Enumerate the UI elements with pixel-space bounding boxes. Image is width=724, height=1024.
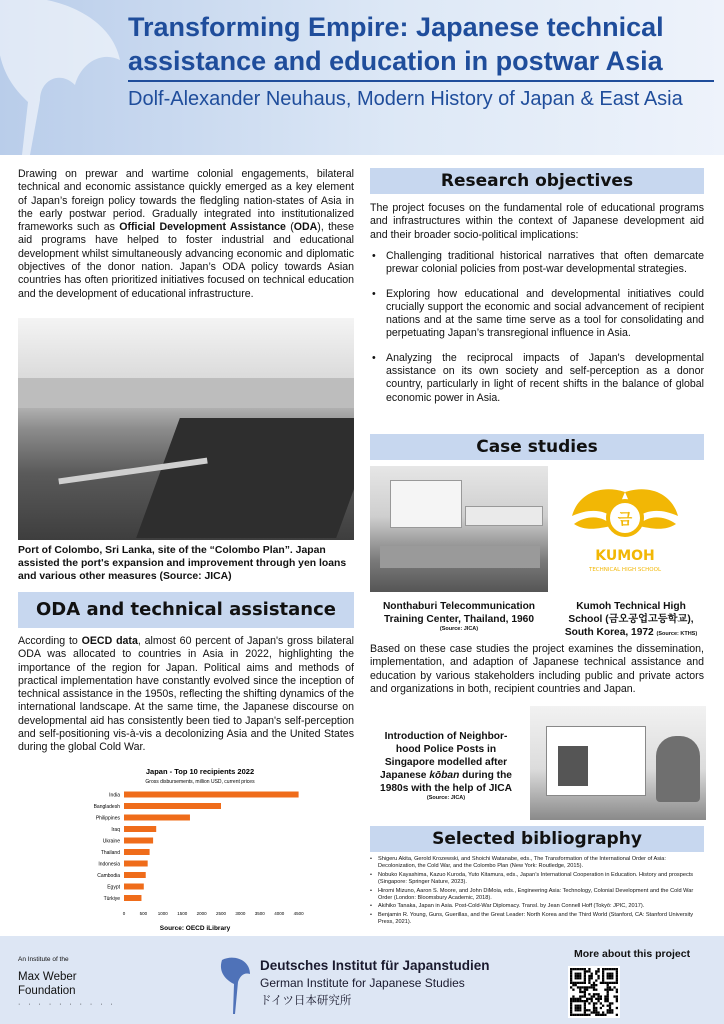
kumoh-caption — [558, 600, 704, 641]
chart-subtitle: Gross disbursements, million USD, current prices — [145, 779, 255, 785]
oda-paragraph — [18, 635, 354, 755]
case-studies-text: Based on these case studies the project examines the dissemination, implementation, and adaption of Japanese technical assistance and education by various stakeholders including public and private actors and organizations in both, recipient countries and Japan. — [370, 643, 704, 695]
poster-footer — [0, 936, 724, 1024]
intro-text-a: Drawing on prewar and wartime colonial engagements, bilateral technical and economic assistance quickly emerged as a key element of Japan’s foreign policy towards the fledgling nation-states of Asia in the early postwar period. Gradually integrated into institutionalized frameworks such as — [18, 168, 354, 234]
chart-title: Japan - Top 10 recipients 2022 — [145, 767, 255, 776]
chart-bar — [124, 872, 146, 878]
kumoh-caption-text: Kumoh Technical High School (금오공업고등학교), South Korea, 1972 — [564, 601, 694, 638]
chart-tick-label: 3500 — [254, 911, 265, 916]
research-intro: The project focuses on the fundamental role of educational programs and infrastructures within the context of Japanese development aid and their broader socio-political implications: — [370, 202, 704, 241]
more-about-project-label: More about this project — [574, 948, 691, 960]
bibliography-entry: • Hiromi Mizuno, Aaron S. Moore, and John DiMoia, eds., Engineering Asia: Technology, Colonial Development and the Cold War Order (London: Bloomsbury Academic, 2018). — [370, 888, 704, 903]
research-bullet: • Challenging traditional historical narratives that often demarcate prewar colonial policies from post-war developmental strategies. — [370, 250, 704, 277]
chart-category-label: India — [109, 792, 120, 799]
police-post-caption — [378, 730, 514, 802]
case-studies-heading: Case studies — [370, 434, 704, 460]
research-bullet: • Analyzing the reciprocal impacts of Japan's developmental assistance on its own society and self-perception as a donor country, particularly in light of recent shifts in the balance of global economic power in Asia. — [370, 352, 704, 405]
photo-city-band — [18, 378, 354, 408]
bibliography-entry: • Benjamin R. Young, Guns, Guerillas, and the Great Leader: North Korea and the Third World (Stanford, CA: Stanford University Press, 2021). — [370, 912, 704, 927]
title-line-1: Transforming Empire: Japanese technical — [128, 12, 664, 42]
chart-source: Source: OECD iLibrary — [159, 925, 231, 932]
photo-harbor-water — [136, 418, 354, 538]
kumoh-logo-wordmark: KUMOH — [595, 548, 655, 564]
police-source: (Source: JICA) — [426, 795, 466, 801]
chart-bar — [124, 792, 299, 798]
intro-oda-term: Official Development Assistance — [119, 221, 286, 234]
chart-tick-label: 2000 — [196, 911, 207, 916]
oda-oecd-term: OECD data — [81, 635, 138, 647]
dij-name-en: German Institute for Japanese Studies — [260, 976, 465, 990]
chart-category-label: Cambodia — [97, 873, 120, 879]
intro-oda-abbr: ODA — [293, 221, 318, 234]
oda-text-a: According to — [18, 635, 82, 647]
chart-tick-label: 4500 — [293, 911, 304, 916]
chart-category-label: Iraq — [111, 827, 120, 833]
oda-text-b: , almost 60 percent of Japan's gross bilateral ODA was allocated to countries in Asia in 2022, highlighting the importance of the region for Japan. Political aims and methods of practical implementation have constantly evolved since the inception of technical assistance in the 1950s, reflecting the shifting dynamics of the international landscape. At the same time, the Japanese discourse on developmental aid has consistently been tied to Japan's self-perception and self-positioning vis-à-vis a decolonizing Asia and the United States during the global Cold War. — [18, 635, 354, 754]
project-qr-code[interactable] — [568, 966, 620, 1018]
intro-text-c: ), these aid programs have helped to foster industrial and educational development whilst simultaneously advancing economic and diplomatic objectives of the donor nation. Japan’s ODA policy towards Asian countries has often prioritized initiatives focused on technical education and the development of educational infrastructure. — [18, 221, 354, 300]
nonthaburi-photo — [370, 466, 548, 592]
chart-tick-label: 3000 — [235, 911, 246, 916]
mws-name-line1: Max Weber — [18, 971, 77, 983]
research-bullet: • Exploring how educational and developmental initiatives could crucially support the economic and social advancement of recipient nations and at the same time serve as a tool for consolidating and perpetuating Japan’s transregional influence in Asia. — [370, 288, 704, 341]
chart-category-label: Türkiye — [103, 896, 120, 902]
author-line: Dolf-Alexander Neuhaus, Modern History of Japan & East Asia — [128, 88, 683, 110]
chart-tick-label: 0 — [122, 911, 126, 916]
nonthaburi-source: (Source: JICA) — [439, 626, 479, 632]
intro-paragraph — [18, 168, 354, 301]
kumoh-school-logo — [570, 484, 680, 580]
chart-bar — [124, 895, 141, 901]
dij-name-de: Deutsches Institut für Japanstudien — [260, 958, 490, 973]
chart-category-label: Philippines — [95, 815, 120, 822]
chart-bar — [124, 803, 221, 809]
mws-tagline: An Institute of the — [18, 956, 69, 963]
chart-bar — [124, 884, 144, 890]
kumoh-source: (Source: KTHS) — [656, 631, 698, 637]
intro-text-b: ( — [285, 221, 294, 234]
bibliography-heading: Selected bibliography — [370, 826, 704, 852]
chart-tick-label: 500 — [139, 911, 148, 916]
chart-bar — [124, 849, 150, 855]
photo-police-door — [558, 746, 588, 786]
photo-lower-wing — [380, 546, 540, 568]
chart-category-label: Ukraine — [102, 838, 120, 845]
photo-tower-block — [390, 480, 462, 528]
nonthaburi-caption — [370, 600, 548, 633]
title-divider — [128, 80, 714, 82]
mws-name-line2: Foundation — [18, 985, 76, 997]
research-bullet-list — [370, 250, 704, 416]
chart-tick-label: 1000 — [157, 911, 168, 916]
bibliography-list — [370, 856, 704, 928]
research-heading: Research objectives — [370, 168, 704, 194]
colombo-caption: Port of Colombo, Sri Lanka, site of the “Colombo Plan”. Japan assisted the port's expansion and improvement through yen loans and various other measures (Source: JICA) — [18, 545, 347, 582]
chart-bar — [124, 838, 153, 844]
nonthaburi-caption-text: Nonthaburi Telecommunication Training Center, Thailand, 1960 — [382, 601, 536, 625]
chart-tick-label: 4000 — [274, 911, 285, 916]
police-post-photo — [530, 706, 706, 820]
top10-recipients-chart — [70, 762, 330, 940]
police-caption-a: Introduction of Neighbor-hood Police Posts in Singapore modelled after Japanese — [380, 731, 508, 781]
chart-tick-label: 1500 — [177, 911, 188, 916]
chart-bar — [124, 826, 156, 832]
police-caption-koban: kōban — [429, 770, 460, 781]
chart-category-label: Thailand — [100, 850, 120, 856]
photo-tree — [656, 736, 700, 802]
chart-category-label: Indonesia — [98, 861, 120, 868]
bibliography-entry: • Shigeru Akita, Gerold Krozewski, and Shoichi Watanabe, eds., The Transformation of the International Order of Asia: Decolonization, the Cold War, and the Colombo Plan (New York: Routledge, 2015). — [370, 856, 704, 871]
mws-logo — [18, 970, 116, 1012]
police-caption-b: during the 1980s with the help of JICA — [380, 770, 512, 794]
colombo-port-photo — [18, 318, 354, 540]
svg-text:금: 금 — [617, 510, 633, 528]
poster-title — [128, 10, 718, 78]
title-line-2: assistance and education in postwar Asia — [128, 46, 663, 76]
photo-annex — [465, 506, 543, 526]
ginkgo-leaf-icon — [0, 0, 130, 155]
mws-dots: · · · · · · · · · · — [18, 1001, 116, 1008]
bibliography-entry: • Akihiko Tanaka, Japan in Asia. Post-Cold-War Diplomacy. Transl. by Jean Connell Hoff (Tokyō: JPIC, 2017). — [370, 903, 704, 910]
chart-tick-label: 2500 — [215, 911, 227, 916]
chart-bar — [124, 815, 190, 821]
kumoh-logo-subtitle: TECHNICAL HIGH SCHOOL — [588, 567, 662, 573]
dij-name-jp: ドイツ日本研究所 — [260, 993, 352, 1007]
bibliography-entry: • Nobuko Kayashima, Kazuo Kuroda, Yuto Kitamura, eds., Japan’s International Cooperation in Education. History and prospects (Singapore: Springer Nature, 2023). — [370, 872, 704, 887]
oda-heading: ODA and technical assistance — [18, 592, 354, 628]
chart-category-label: Egypt — [107, 884, 120, 891]
chart-category-label: Bangladesh — [93, 804, 120, 810]
dij-ginkgo-icon — [218, 954, 252, 1016]
chart-bar — [124, 861, 148, 867]
poster-header — [0, 0, 724, 155]
